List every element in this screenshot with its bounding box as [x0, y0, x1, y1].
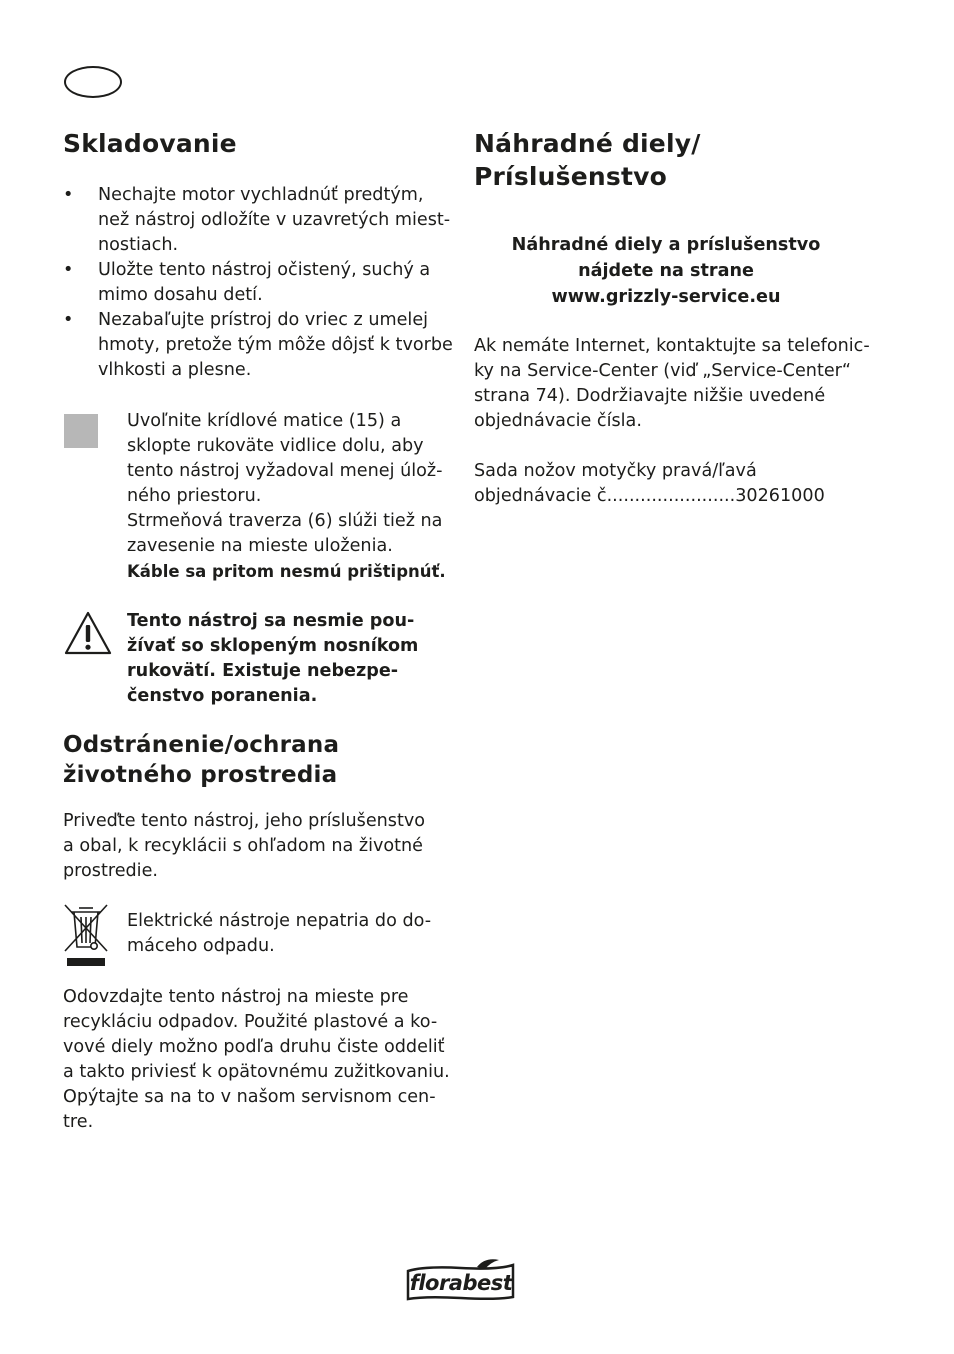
disposal-heading: Odstránenie/ochrana životného prostredia	[63, 732, 340, 788]
storage-heading: Skladovanie	[63, 129, 237, 158]
florabest-logo	[405, 1257, 517, 1303]
warning-triangle-icon	[63, 610, 113, 656]
storage-bullet-list	[63, 183, 453, 383]
florabest-logo-graphic	[405, 1257, 517, 1303]
disposal-intro: Priveďte tento nástroj, jeho príslušenstvo a obal, k recyklácii s ohľadom na životné prostredie.	[63, 811, 426, 881]
spare-parts-heading: Náhradné diely/ Príslušenstvo	[474, 129, 701, 191]
folding-note: Uvoľnite krídlové matice (15) a sklopte rukoväte vidlice dolu, aby tento nástroj vyžadoval menej úlož- ného priestoru. Strmeňová traverza (6) slúži tiež na zavesenie na mieste uloženia. Káble sa pritom nesmú prištipnúť.	[127, 409, 457, 584]
gray-square-icon	[64, 414, 98, 448]
crossed-out-bin-icon	[62, 903, 112, 967]
language-oval-icon	[64, 66, 122, 98]
spare-parts-highlight: Náhradné diely a príslušenstvo nájdete na strane www.grizzly-service.eu	[474, 232, 858, 310]
storage-bullet-3: • Nezabaľujte prístroj do vriec z umelej hmoty, pretože tým môže dôjsť k tvorbe vlhkosti a plesne.	[63, 308, 453, 383]
warning-text: Tento nástroj sa nesmie pou- žívať so sklopeným nosníkom rukovätí. Existuje nebezpe- čenstvo poranenia.	[127, 611, 419, 706]
brand-name: florabest	[409, 1271, 513, 1295]
storage-bullet-2: • Uložte tento nástroj očistený, suchý a mimo dosahu detí.	[63, 258, 453, 308]
recycling-text: Odovzdajte tento nástroj na mieste pre recykláciu odpadov. Použité plastové a ko- vové diely možno podľa druhu čiste oddeliť a takto priviesť k opätovnému zužitkovaniu. Opýtajte sa na to v našom servisnom cen- tre.	[63, 987, 450, 1132]
order-number: 30261000	[735, 486, 825, 506]
service-website-link[interactable]: www.grizzly-service.eu	[551, 287, 781, 307]
part-entry	[474, 459, 874, 509]
storage-bullet-1: • Nechajte motor vychladnúť predtým, než nástroj odložíte v uzavretých miest- nostiach.	[63, 183, 453, 258]
part-name: Sada nožov motyčky pravá/ľavá	[474, 461, 757, 481]
part-order-row	[474, 484, 874, 509]
weee-note: Elektrické nástroje nepatria do do- máceho odpadu.	[127, 911, 432, 956]
contact-text: Ak nemáte Internet, kontaktujte sa telefonic- ky na Service-Center (viď „Service-Center“ strana 74). Dodržiavajte nižšie uvedené objednávacie čísla.	[474, 336, 870, 431]
order-label: objednávacie č.......................	[474, 486, 736, 506]
cable-warning-line: Káble sa pritom nesmú prištipnúť.	[127, 562, 446, 581]
